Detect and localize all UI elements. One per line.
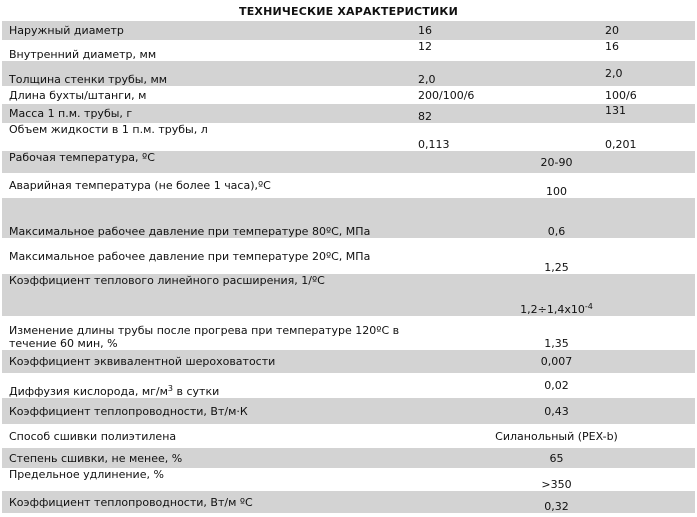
value-merged: 100 <box>546 185 567 198</box>
param-text: Диффузия кислорода, мг/м <box>9 385 168 398</box>
param-thermal-conductivity-2: Коэффициент теплопроводности, Вт/м ºС <box>9 495 253 509</box>
value-merged: 0,007 <box>540 355 573 368</box>
value-20: 2,0 <box>605 67 623 80</box>
table-row <box>2 274 695 316</box>
table-row <box>2 373 695 398</box>
value-merged: 1,25 <box>544 261 569 274</box>
value-exponent: -4 <box>584 302 593 311</box>
table-row <box>2 468 695 491</box>
value-merged: 20-90 <box>540 155 573 169</box>
value-merged: 65 <box>549 451 564 465</box>
table-row <box>2 61 695 86</box>
param-max-pressure-80: Максимальное рабочее давление при температуре 80ºС, МПа <box>9 225 371 238</box>
param-working-temperature: Рабочая температура, ºС <box>9 151 155 164</box>
param-thermal-expansion: Коэффициент теплового линейного расширения, 1/ºС <box>9 274 325 287</box>
table-row <box>2 238 695 274</box>
param-max-pressure-20: Максимальное рабочее давление при температуре 20ºС, МПа <box>9 249 371 263</box>
param-emergency-temperature: Аварийная температура (не более 1 часа),ºС <box>9 179 271 192</box>
value-20: 0,201 <box>605 138 637 151</box>
value-16: 2,0 <box>418 73 436 86</box>
value-merged: >350 <box>541 478 572 491</box>
table-row <box>2 316 695 350</box>
value-merged <box>411 274 695 316</box>
table-row <box>2 350 695 373</box>
param-length-change: Изменение длины трубы после прогрева при температуре 120ºС в течение 60 мин, % <box>9 324 400 350</box>
param-fluid-volume: Объем жидкости в 1 п.м. трубы, л <box>9 123 208 136</box>
table-row <box>2 21 695 40</box>
value-merged: 1,35 <box>544 337 569 350</box>
value-16: 16 <box>418 24 432 37</box>
value-base: 1,2÷1,4x10 <box>520 303 585 316</box>
value-20: 100/6 <box>605 88 637 102</box>
value-20: 20 <box>605 24 619 37</box>
value-merged: 0,02 <box>544 379 569 392</box>
table-row <box>2 424 695 448</box>
value-merged: Силанольный (PEX-b) <box>495 429 618 443</box>
param-elongation: Предельное удлинение, % <box>9 468 164 481</box>
table-row <box>2 491 695 513</box>
value-merged: 0,43 <box>544 404 569 418</box>
table-row <box>2 398 695 424</box>
value-16: 200/100/6 <box>418 88 475 102</box>
spec-table <box>2 2 695 513</box>
param-oxygen-diffusion <box>2 373 411 398</box>
table-row <box>2 173 695 198</box>
value-16: 0,113 <box>418 138 450 151</box>
param-wall-thickness: Толщина стенки трубы, мм <box>9 73 168 86</box>
table-row <box>2 123 695 151</box>
value-16: 82 <box>418 110 432 123</box>
value-merged: 0,32 <box>544 500 569 513</box>
table-row <box>2 198 695 238</box>
param-crosslinking-method: Способ сшивки полиэтилена <box>9 429 177 443</box>
table-header-row <box>2 2 695 21</box>
table-row <box>2 151 695 173</box>
value-merged: 0,6 <box>547 225 566 238</box>
param-roughness: Коэффициент эквивалентной шероховатости <box>9 355 276 368</box>
param-tail: в сутки <box>173 385 220 398</box>
param-inner-diameter: Внутренний диаметр, мм <box>9 48 157 61</box>
value-16: 12 <box>418 40 432 53</box>
param-outer-diameter: Наружный диаметр <box>9 24 124 37</box>
table-row <box>2 104 695 123</box>
param-thermal-conductivity: Коэффициент теплопроводности, Вт/м·К <box>9 404 248 418</box>
table-title: ТЕХНИЧЕСКИЕ ХАРАКТЕРИСТИКИ <box>239 5 458 18</box>
param-coil-length: Длина бухты/штанги, м <box>9 88 147 102</box>
table-row <box>2 448 695 468</box>
param-mass: Масса 1 п.м. трубы, г <box>9 107 133 120</box>
param-exponent: 3 <box>167 384 174 393</box>
param-crosslinking-degree: Степень сшивки, не менее, % <box>9 451 183 465</box>
value-20: 131 <box>605 104 626 117</box>
value-20: 16 <box>605 40 619 53</box>
table-row <box>2 86 695 104</box>
table-row <box>2 40 695 61</box>
